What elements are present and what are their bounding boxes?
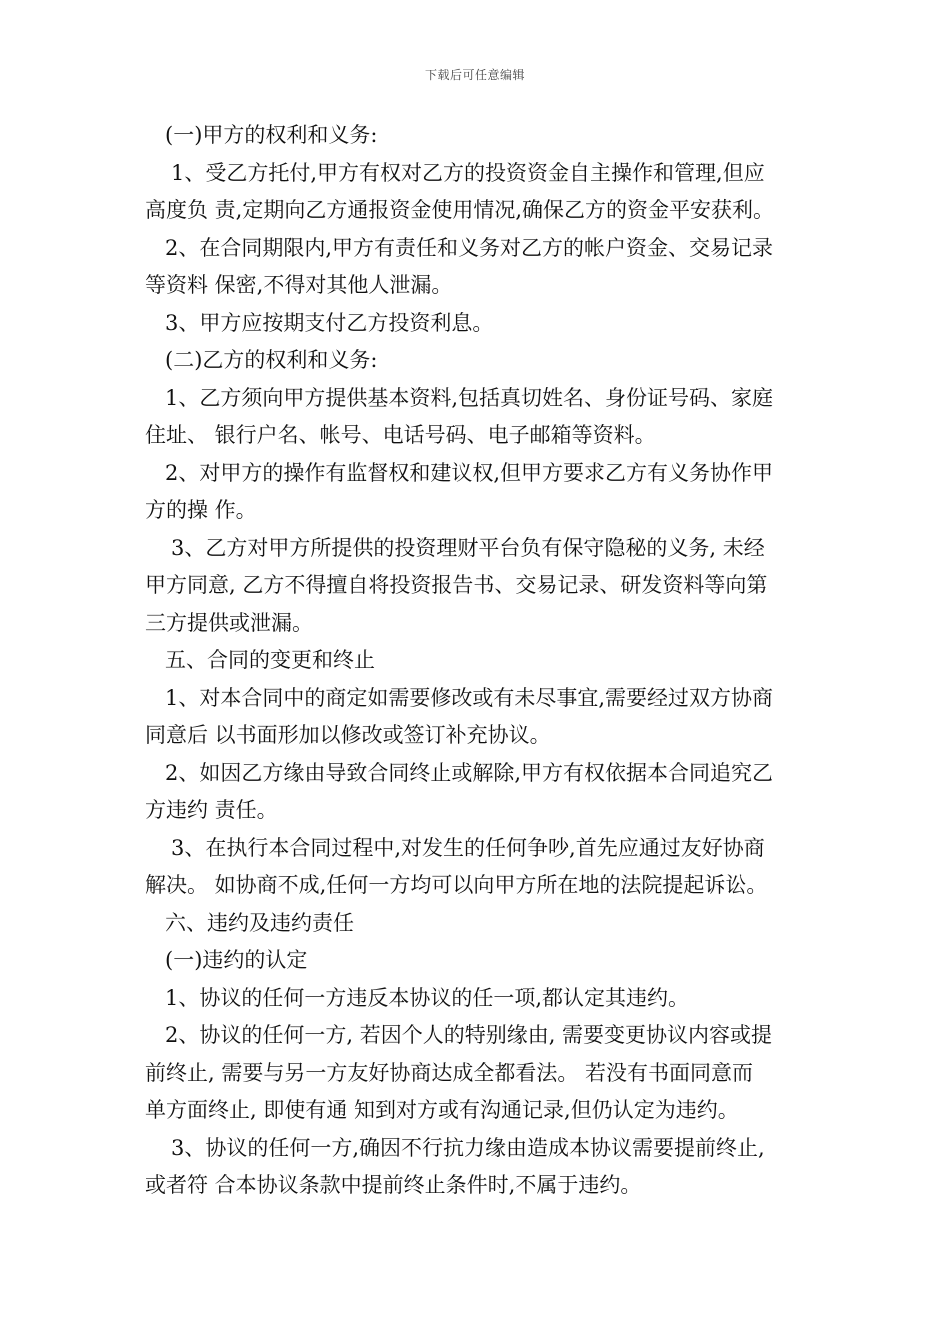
paragraph-line: 3、协议的任何一方,确因不行抗力缘由造成本协议需要提前终止, (171, 1135, 765, 1160)
paragraph-line: 高度负 责,定期向乙方通报资金使用情况,确保乙方的资金平安获利。 (145, 198, 775, 222)
paragraph-line: 三方提供或泄漏。 (145, 610, 313, 635)
paragraph-line: 1、对本合同中的商定如需要修改或有未尽事宜,需要经过双方协商 (165, 685, 774, 710)
paragraph-line: 方的操 作。 (145, 498, 257, 522)
section-heading: (一)甲方的权利和义务: (165, 123, 378, 147)
paragraph-line: 2、如因乙方缘由导致合同终止或解除,甲方有权依据本合同追究乙 (165, 760, 774, 785)
paragraph-line: 1、乙方须向甲方提供基本资料,包括真切姓名、身份证号码、家庭 (165, 385, 774, 410)
page-header: 下载后可任意编辑 (424, 68, 525, 82)
paragraph-line: 或者符 合本协议条款中提前终止条件时,不属于违约。 (145, 1173, 642, 1197)
paragraph-line: 3、乙方对甲方所提供的投资理财平台负有保守隐秘的义务, 未经 (171, 535, 765, 560)
paragraph-line: 3、在执行本合同过程中,对发生的任何争吵,首先应通过友好协商 (171, 835, 765, 860)
paragraph-line: 解决。 如协商不成,任何一方均可以向甲方所在地的法院提起诉讼。 (145, 873, 768, 897)
paragraph-line: 2、协议的任何一方, 若因个人的特别缘由, 需要变更协议内容或提 (165, 1023, 773, 1047)
document-body (145, 117, 810, 1205)
paragraph-line: 同意后 以书面形加以修改或签订补充协议。 (145, 723, 551, 747)
paragraph-line: 2、对甲方的操作有监督权和建议权,但甲方要求乙方有义务协作甲 (165, 460, 774, 485)
paragraph-line: 1、受乙方托付,甲方有权对乙方的投资资金自主操作和管理,但应 (171, 160, 765, 185)
paragraph-line: 3、甲方应按期支付乙方投资利息。 (165, 310, 494, 335)
section-heading: (一)违约的认定 (165, 948, 308, 972)
paragraph-line: 住址、 银行户名、帐号、电话号码、电子邮箱等资料。 (145, 423, 656, 447)
section-heading: 五、合同的变更和终止 (165, 648, 375, 672)
paragraph-line: 前终止, 需要与另一方友好协商达成全都看法。 若没有书面同意而 (145, 1060, 754, 1085)
paragraph-line: 等资料 保密,不得对其他人泄漏。 (145, 273, 453, 297)
paragraph-line: 甲方同意, 乙方不得擅自将投资报告书、交易记录、研发资料等向第 (145, 573, 768, 597)
section-heading: (二)乙方的权利和义务: (165, 348, 378, 372)
paragraph-line: 方违约 责任。 (145, 798, 278, 822)
section-heading: 六、违约及违约责任 (165, 910, 354, 935)
paragraph-line: 2、在合同期限内,甲方有责任和义务对乙方的帐户资金、交易记录 (165, 235, 774, 260)
paragraph-line: 单方面终止, 即使有通 知到对方或有沟通记录,但仍认定为违约。 (145, 1098, 739, 1122)
paragraph-line: 1、协议的任何一方违反本协议的任一项,都认定其违约。 (165, 985, 690, 1010)
